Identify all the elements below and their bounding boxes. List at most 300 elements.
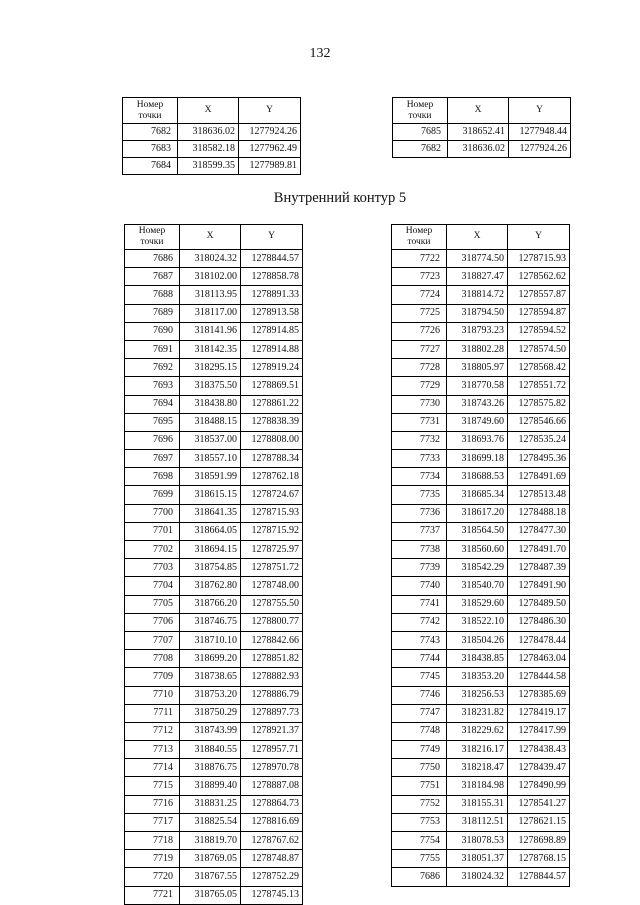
table-row — [392, 650, 570, 668]
table-row — [125, 377, 303, 395]
y-cell: 1278816.69 — [241, 813, 303, 831]
table-row — [392, 522, 570, 540]
y-cell: 1278745.13 — [241, 886, 303, 904]
point-number-cell: 7729 — [392, 377, 447, 395]
y-cell: 1278808.00 — [241, 431, 303, 449]
y-cell: 1278495.36 — [508, 450, 570, 468]
point-number-cell: 7732 — [392, 431, 447, 449]
y-cell: 1278970.78 — [241, 759, 303, 777]
point-number-cell: 7716 — [125, 795, 180, 813]
x-cell: 318766.20 — [180, 595, 241, 613]
point-number-cell: 7694 — [125, 395, 180, 413]
x-cell: 318557.10 — [180, 450, 241, 468]
coordinates-table-bottom-left — [124, 224, 303, 905]
x-cell: 318142.35 — [180, 340, 241, 358]
point-number-cell: 7752 — [392, 795, 447, 813]
x-cell: 318754.85 — [180, 559, 241, 577]
point-number-cell: 7686 — [392, 868, 447, 886]
x-cell: 318743.26 — [447, 395, 508, 413]
y-header: Y — [509, 98, 571, 124]
table-row — [392, 722, 570, 740]
point-number-cell: 7713 — [125, 741, 180, 759]
y-cell: 1278724.67 — [241, 486, 303, 504]
x-cell: 318794.50 — [447, 304, 508, 322]
y-header: Y — [239, 98, 301, 124]
point-number-cell: 7717 — [125, 813, 180, 831]
y-cell: 1278698.89 — [508, 832, 570, 850]
x-cell: 318617.20 — [447, 504, 508, 522]
y-cell: 1278921.37 — [241, 722, 303, 740]
table-row — [125, 741, 303, 759]
table-row — [125, 486, 303, 504]
x-cell: 318770.58 — [447, 377, 508, 395]
table-row — [392, 468, 570, 486]
x-cell: 318750.29 — [180, 704, 241, 722]
point-number-cell: 7683 — [123, 141, 178, 158]
y-cell: 1278489.50 — [508, 595, 570, 613]
table-row — [392, 832, 570, 850]
point-number-cell: 7745 — [392, 668, 447, 686]
point-number-cell: 7722 — [392, 250, 447, 268]
y-cell: 1277962.49 — [239, 141, 301, 158]
table-row — [392, 704, 570, 722]
point-number-cell: 7727 — [392, 340, 447, 358]
point-number-cell: 7699 — [125, 486, 180, 504]
point-number-cell: 7700 — [125, 504, 180, 522]
coordinates-table-top-left — [122, 97, 301, 175]
point-number-cell: 7750 — [392, 759, 447, 777]
x-cell: 318699.18 — [447, 450, 508, 468]
x-cell: 318295.15 — [180, 359, 241, 377]
point-number-cell: 7692 — [125, 359, 180, 377]
table-row — [392, 613, 570, 631]
y-cell: 1278568.42 — [508, 359, 570, 377]
y-cell: 1278715.93 — [241, 504, 303, 522]
table-row — [392, 686, 570, 704]
table-row — [392, 268, 570, 286]
x-cell: 318819.70 — [180, 832, 241, 850]
table-row — [392, 322, 570, 340]
x-cell: 318529.60 — [447, 595, 508, 613]
table-row — [125, 359, 303, 377]
table-row — [125, 340, 303, 358]
x-cell: 318564.50 — [447, 522, 508, 540]
y-header: Y — [241, 225, 303, 250]
point-number-cell: 7685 — [393, 124, 448, 141]
x-cell: 318693.76 — [447, 431, 508, 449]
y-cell: 1278491.90 — [508, 577, 570, 595]
point-number-header — [123, 98, 178, 124]
y-cell: 1278882.93 — [241, 668, 303, 686]
point-number-cell: 7744 — [392, 650, 447, 668]
x-cell: 318155.31 — [447, 795, 508, 813]
y-cell: 1278491.69 — [508, 468, 570, 486]
y-cell: 1278621.15 — [508, 813, 570, 831]
point-number-cell: 7724 — [392, 286, 447, 304]
y-cell: 1278914.85 — [241, 322, 303, 340]
point-header-line1: Номер — [138, 226, 166, 236]
table-row — [392, 395, 570, 413]
y-cell: 1278438.43 — [508, 741, 570, 759]
point-number-cell: 7740 — [392, 577, 447, 595]
table-row — [125, 850, 303, 868]
x-cell: 318641.35 — [180, 504, 241, 522]
point-number-cell: 7734 — [392, 468, 447, 486]
point-number-cell: 7682 — [393, 141, 448, 158]
x-cell: 318749.60 — [447, 413, 508, 431]
point-number-cell: 7711 — [125, 704, 180, 722]
table-row — [125, 795, 303, 813]
point-number-cell: 7682 — [123, 124, 178, 141]
x-cell: 318231.82 — [447, 704, 508, 722]
y-cell: 1278535.24 — [508, 431, 570, 449]
section-title: Внутренний контур 5 — [273, 190, 407, 206]
point-number-cell: 7686 — [125, 250, 180, 268]
page-number: 132 — [309, 46, 331, 61]
table-row — [125, 668, 303, 686]
x-header: X — [178, 98, 239, 124]
x-cell: 318353.20 — [447, 668, 508, 686]
x-cell: 318827.47 — [447, 268, 508, 286]
table-row — [125, 286, 303, 304]
y-cell: 1277924.26 — [509, 141, 571, 158]
point-number-cell: 7701 — [125, 522, 180, 540]
x-cell: 318504.26 — [447, 631, 508, 649]
y-cell: 1278914.88 — [241, 340, 303, 358]
point-number-cell: 7748 — [392, 722, 447, 740]
point-number-cell: 7693 — [125, 377, 180, 395]
point-number-cell: 7706 — [125, 613, 180, 631]
x-cell: 318117.00 — [180, 304, 241, 322]
table-header-row — [393, 98, 571, 124]
x-cell: 318591.99 — [180, 468, 241, 486]
point-number-cell: 7703 — [125, 559, 180, 577]
x-cell: 318805.97 — [447, 359, 508, 377]
x-cell: 318438.80 — [180, 395, 241, 413]
table-row — [392, 431, 570, 449]
y-cell: 1278788.34 — [241, 450, 303, 468]
table-row — [125, 541, 303, 559]
table-row — [392, 759, 570, 777]
point-number-cell: 7720 — [125, 868, 180, 886]
y-cell: 1278842.66 — [241, 631, 303, 649]
point-number-cell: 7749 — [392, 741, 447, 759]
x-cell: 318488.15 — [180, 413, 241, 431]
table-row — [125, 431, 303, 449]
x-cell: 318024.32 — [180, 250, 241, 268]
y-cell: 1278919.24 — [241, 359, 303, 377]
y-cell: 1278487.39 — [508, 559, 570, 577]
x-cell: 318793.23 — [447, 322, 508, 340]
y-cell: 1278864.73 — [241, 795, 303, 813]
point-number-cell: 7747 — [392, 704, 447, 722]
x-cell: 318746.75 — [180, 613, 241, 631]
point-number-cell: 7709 — [125, 668, 180, 686]
point-number-cell: 7718 — [125, 832, 180, 850]
x-header: X — [447, 225, 508, 250]
point-number-cell: 7730 — [392, 395, 447, 413]
y-cell: 1278891.33 — [241, 286, 303, 304]
x-cell: 318769.05 — [180, 850, 241, 868]
point-number-cell: 7739 — [392, 559, 447, 577]
y-cell: 1278490.99 — [508, 777, 570, 795]
point-header-line2: точки — [140, 237, 164, 247]
table-header-row — [123, 98, 301, 124]
y-cell: 1278869.51 — [241, 377, 303, 395]
table-row — [125, 577, 303, 595]
x-cell: 318216.17 — [447, 741, 508, 759]
y-cell: 1278755.50 — [241, 595, 303, 613]
table-row — [125, 322, 303, 340]
y-cell: 1277948.44 — [509, 124, 571, 141]
y-cell: 1278752.29 — [241, 868, 303, 886]
x-cell: 318112.51 — [447, 813, 508, 831]
point-number-cell: 7691 — [125, 340, 180, 358]
table-row — [392, 577, 570, 595]
point-number-cell: 7715 — [125, 777, 180, 795]
x-cell: 318743.99 — [180, 722, 241, 740]
table-row — [392, 813, 570, 831]
point-number-cell: 7690 — [125, 322, 180, 340]
point-number-cell: 7708 — [125, 650, 180, 668]
point-number-cell: 7723 — [392, 268, 447, 286]
table-row — [125, 450, 303, 468]
x-cell: 318256.53 — [447, 686, 508, 704]
point-number-cell: 7695 — [125, 413, 180, 431]
y-cell: 1278800.77 — [241, 613, 303, 631]
x-cell: 318051.37 — [447, 850, 508, 868]
y-cell: 1278838.39 — [241, 413, 303, 431]
point-number-cell: 7736 — [392, 504, 447, 522]
x-cell: 318141.96 — [180, 322, 241, 340]
table-row — [125, 650, 303, 668]
x-cell: 318184.98 — [447, 777, 508, 795]
x-cell: 318876.75 — [180, 759, 241, 777]
x-cell: 318685.34 — [447, 486, 508, 504]
x-cell: 318825.54 — [180, 813, 241, 831]
point-number-header — [392, 225, 447, 250]
table-row — [392, 541, 570, 559]
point-number-cell: 7735 — [392, 486, 447, 504]
x-cell: 318582.18 — [178, 141, 239, 158]
table-row — [123, 141, 301, 158]
y-cell: 1278575.82 — [508, 395, 570, 413]
y-cell: 1278715.92 — [241, 522, 303, 540]
point-number-cell: 7725 — [392, 304, 447, 322]
y-cell: 1278748.87 — [241, 850, 303, 868]
point-header-line1: Номер — [406, 99, 434, 110]
point-number-cell: 7742 — [392, 613, 447, 631]
x-cell: 318774.50 — [447, 250, 508, 268]
y-cell: 1278886.79 — [241, 686, 303, 704]
x-cell: 318710.10 — [180, 631, 241, 649]
x-cell: 318762.80 — [180, 577, 241, 595]
x-header: X — [180, 225, 241, 250]
y-cell: 1278861.22 — [241, 395, 303, 413]
point-number-cell: 7719 — [125, 850, 180, 868]
x-cell: 318537.00 — [180, 431, 241, 449]
point-number-cell: 7688 — [125, 286, 180, 304]
y-cell: 1278541.27 — [508, 795, 570, 813]
point-number-cell: 7697 — [125, 450, 180, 468]
coordinates-table-bottom-right — [391, 224, 570, 887]
point-number-cell: 7689 — [125, 304, 180, 322]
table-row — [392, 850, 570, 868]
table-row — [392, 868, 570, 886]
table-row — [125, 832, 303, 850]
table-row — [393, 141, 571, 158]
y-cell: 1278477.30 — [508, 522, 570, 540]
point-number-cell: 7714 — [125, 759, 180, 777]
point-number-cell: 7704 — [125, 577, 180, 595]
table-row — [392, 795, 570, 813]
point-number-cell: 7710 — [125, 686, 180, 704]
table-row — [125, 759, 303, 777]
x-cell: 318078.53 — [447, 832, 508, 850]
table-row — [392, 559, 570, 577]
point-number-cell: 7687 — [125, 268, 180, 286]
table-row — [125, 704, 303, 722]
y-cell: 1278858.78 — [241, 268, 303, 286]
table-row — [392, 595, 570, 613]
x-cell: 318738.65 — [180, 668, 241, 686]
table-header-row — [392, 225, 570, 250]
point-number-cell: 7705 — [125, 595, 180, 613]
y-cell: 1277924.26 — [239, 124, 301, 141]
table-row — [125, 868, 303, 886]
table-row — [392, 631, 570, 649]
x-cell: 318560.60 — [447, 541, 508, 559]
point-number-cell: 7707 — [125, 631, 180, 649]
table-row — [125, 777, 303, 795]
point-number-cell: 7741 — [392, 595, 447, 613]
table-row — [125, 413, 303, 431]
table-row — [125, 522, 303, 540]
point-header-line2: точки — [408, 110, 432, 121]
x-cell: 318831.25 — [180, 795, 241, 813]
x-cell: 318688.53 — [447, 468, 508, 486]
point-number-cell: 7738 — [392, 541, 447, 559]
y-cell: 1278463.04 — [508, 650, 570, 668]
table-row — [125, 304, 303, 322]
table-row — [392, 413, 570, 431]
point-number-cell: 7746 — [392, 686, 447, 704]
table-row — [125, 886, 303, 904]
point-header-line2: точки — [138, 110, 162, 121]
y-cell: 1278574.50 — [508, 340, 570, 358]
y-cell: 1278491.70 — [508, 541, 570, 559]
table-row — [392, 486, 570, 504]
y-cell: 1278768.15 — [508, 850, 570, 868]
table-row — [125, 468, 303, 486]
table-row — [123, 158, 301, 175]
point-header-line1: Номер — [405, 226, 433, 236]
table-row — [125, 686, 303, 704]
point-number-header — [125, 225, 180, 250]
y-cell: 1278486.30 — [508, 613, 570, 631]
y-cell: 1278897.73 — [241, 704, 303, 722]
x-cell: 318699.20 — [180, 650, 241, 668]
y-cell: 1277989.81 — [239, 158, 301, 175]
table-row — [125, 613, 303, 631]
point-number-cell: 7696 — [125, 431, 180, 449]
x-cell: 318753.20 — [180, 686, 241, 704]
point-number-cell: 7702 — [125, 541, 180, 559]
point-number-cell: 7698 — [125, 468, 180, 486]
y-cell: 1278751.72 — [241, 559, 303, 577]
y-cell: 1278417.99 — [508, 722, 570, 740]
table-row — [392, 377, 570, 395]
table-row — [125, 559, 303, 577]
x-cell: 318840.55 — [180, 741, 241, 759]
y-cell: 1278913.58 — [241, 304, 303, 322]
y-cell: 1278725.97 — [241, 541, 303, 559]
table-row — [392, 250, 570, 268]
x-cell: 318522.10 — [447, 613, 508, 631]
y-cell: 1278546.66 — [508, 413, 570, 431]
y-cell: 1278715.93 — [508, 250, 570, 268]
x-cell: 318814.72 — [447, 286, 508, 304]
x-cell: 318767.55 — [180, 868, 241, 886]
point-number-cell: 7754 — [392, 832, 447, 850]
x-cell: 318636.02 — [178, 124, 239, 141]
point-number-cell: 7684 — [123, 158, 178, 175]
y-cell: 1278887.08 — [241, 777, 303, 795]
y-cell: 1278444.58 — [508, 668, 570, 686]
table-row — [392, 304, 570, 322]
y-cell: 1278748.00 — [241, 577, 303, 595]
x-cell: 318664.05 — [180, 522, 241, 540]
x-cell: 318636.02 — [448, 141, 509, 158]
y-cell: 1278851.82 — [241, 650, 303, 668]
x-cell: 318024.32 — [447, 868, 508, 886]
point-number-cell: 7731 — [392, 413, 447, 431]
point-number-cell: 7743 — [392, 631, 447, 649]
table-row — [392, 286, 570, 304]
x-cell: 318899.40 — [180, 777, 241, 795]
table-row — [392, 668, 570, 686]
y-cell: 1278439.47 — [508, 759, 570, 777]
table-row — [125, 813, 303, 831]
x-cell: 318599.35 — [178, 158, 239, 175]
y-cell: 1278762.18 — [241, 468, 303, 486]
x-cell: 318375.50 — [180, 377, 241, 395]
y-cell: 1278594.87 — [508, 304, 570, 322]
point-header-line1: Номер — [136, 99, 164, 110]
y-cell: 1278957.71 — [241, 741, 303, 759]
y-cell: 1278478.44 — [508, 631, 570, 649]
point-number-header — [393, 98, 448, 124]
table-row — [125, 504, 303, 522]
x-cell: 318615.15 — [180, 486, 241, 504]
x-cell: 318218.47 — [447, 759, 508, 777]
y-header: Y — [508, 225, 570, 250]
table-row — [125, 250, 303, 268]
table-row — [392, 450, 570, 468]
y-cell: 1278419.17 — [508, 704, 570, 722]
x-header: X — [448, 98, 509, 124]
table-row — [125, 268, 303, 286]
point-number-cell: 7737 — [392, 522, 447, 540]
table-row — [392, 359, 570, 377]
point-header-line2: точки — [407, 237, 431, 247]
x-cell: 318765.05 — [180, 886, 241, 904]
x-cell: 318802.28 — [447, 340, 508, 358]
table-row — [392, 340, 570, 358]
table-row — [392, 777, 570, 795]
y-cell: 1278551.72 — [508, 377, 570, 395]
point-number-cell: 7728 — [392, 359, 447, 377]
